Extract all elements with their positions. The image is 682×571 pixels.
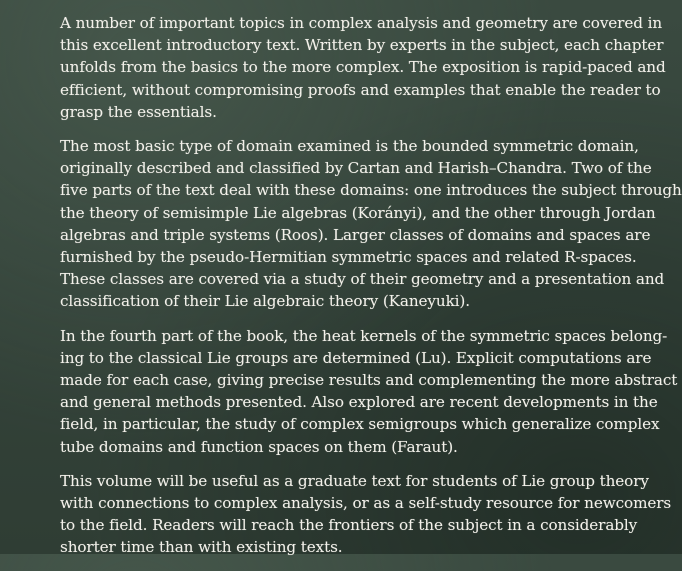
text-line: tube domains and function spaces on them (Faraut). (60, 437, 458, 456)
text-line: the theory of semisimple Lie algebras (Korányi), and the other through Jordan (60, 203, 656, 222)
text-line: efficient, without compromising proofs and examples that enable the reader to (60, 80, 661, 99)
text-line: originally described and classified by Cartan and Harish–Chandra. Two of the (60, 159, 652, 178)
text-line: this excellent introductory text. Written by experts in the subject, each chapter (60, 36, 664, 55)
paragraph-audience (60, 470, 672, 559)
text-line: These classes are covered via a study of their geometry and a presentation and (60, 270, 665, 289)
text-line: unfolds from the basics to the more complex. The exposition is rapid-paced and (60, 58, 666, 77)
text-line: The most basic type of domain examined is the bounded symmetric domain, (60, 137, 639, 156)
text-line: made for each case, giving precise results and complementing the more abstract (60, 371, 678, 390)
text-line: ing to the classical Lie groups are determined (Lu). Explicit computations are (60, 348, 652, 367)
text-line: field, in particular, the study of complex semigroups which generalize complex (60, 415, 660, 434)
text-line: classification of their Lie algebraic theory (Kaneyuki). (60, 292, 470, 311)
paragraph-intro (60, 12, 666, 123)
text-line: and general methods presented. Also explored are recent developments in the (60, 393, 658, 412)
text-line: In the fourth part of the book, the heat kernels of the symmetric spaces belong- (60, 326, 668, 345)
text-line: A number of important topics in complex analysis and geometry are covered in (60, 14, 663, 32)
text-line: This volume will be useful as a graduate text for students of Lie group theory (60, 471, 649, 490)
text-line: algebras and triple systems (Roos). Larger classes of domains and spaces are (60, 225, 651, 244)
text-line: five parts of the text deal with these domains: one introduces the subject through (60, 181, 682, 200)
text-line: with connections to complex analysis, or as a self-study resource for newcomers (60, 494, 672, 513)
text-line: to the field. Readers will reach the frontiers of the subject in a considerably (60, 516, 638, 535)
paragraph-heat-kernels (60, 325, 678, 458)
text-line: shorter time than with existing texts. (60, 538, 343, 557)
text-line: furnished by the pseudo-Hermitian symmetric spaces and related R-spaces. (60, 248, 637, 267)
paragraph-symmetric-domains (60, 135, 682, 313)
text-line: grasp the essentials. (60, 102, 217, 121)
back-cover-text (60, 12, 682, 571)
